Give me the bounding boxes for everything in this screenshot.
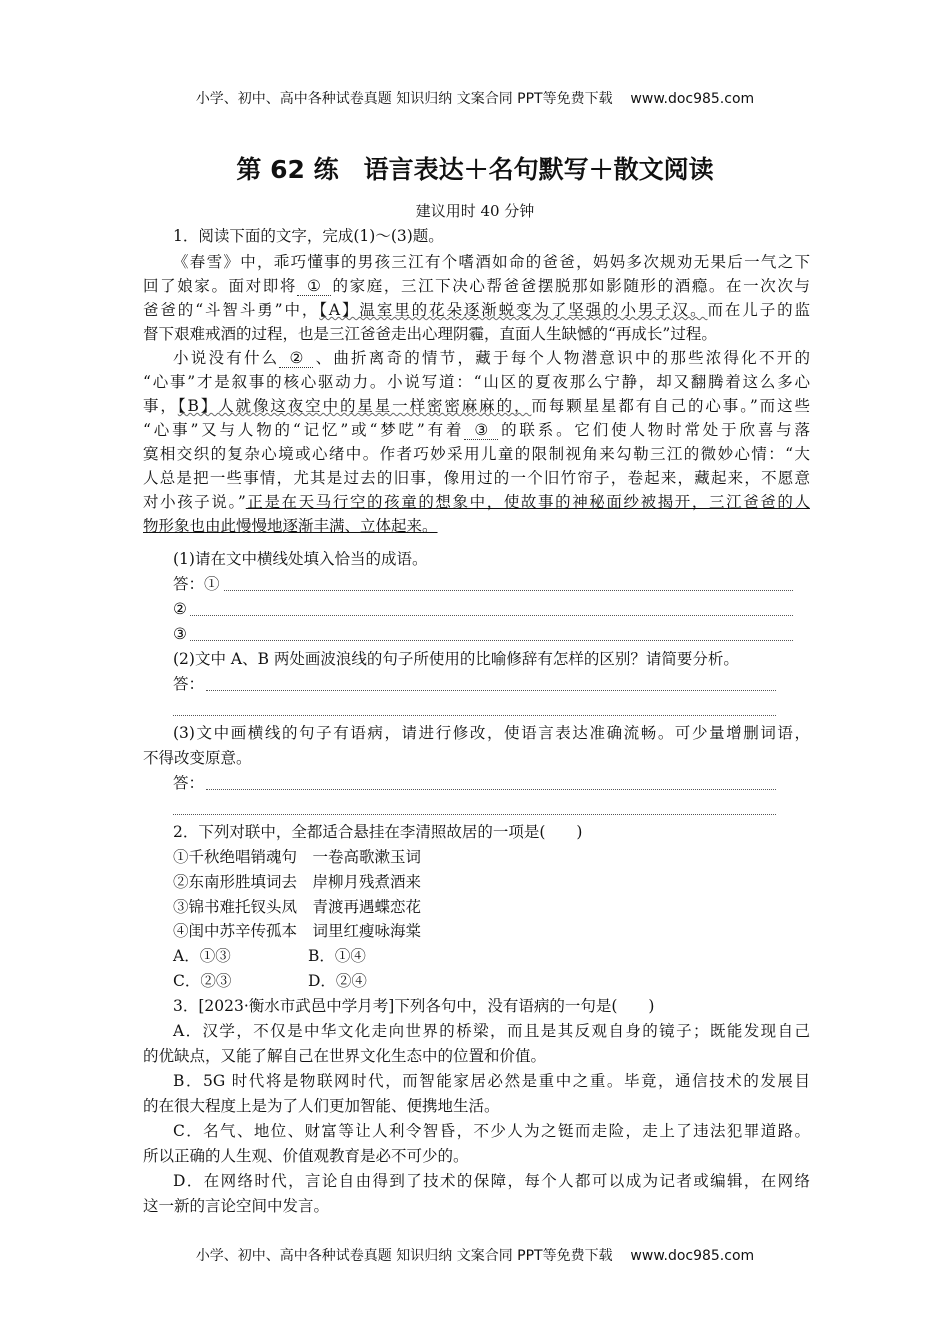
q3-option-a[interactable]: A．汉学，不仅是中华文化走向世界的桥梁，而且是其反观自身的镜子；既能发现自己 [173,1022,810,1040]
passage-line [143,275,810,297]
answer-line-1[interactable] [224,590,793,591]
passage-line: 督下艰难戒酒的过程，也是三江爸爸走出心理阴霾，直面人生缺憾的“再成长”过程。 [143,325,717,343]
page-header [0,88,950,108]
answer-label: ③ [173,625,187,643]
passage-line [143,419,810,441]
q2-choices-row [143,970,810,992]
answer-line-3[interactable] [190,640,793,641]
sub-question-1: (1)请在文中横线处填入恰当的成语。 [173,550,428,568]
header-site-link[interactable]: www.doc985.com [630,91,755,107]
q3-option-d[interactable]: D．在网络时代，言论自由得到了技术的保障，每个人都可以成为记者或编辑，在网络 [173,1172,810,1190]
q3-option-d-cont: 这一新的言论空间中发言。 [143,1197,330,1215]
q3-option-c-cont: 所以正确的人生观、价值观教育是必不可少的。 [143,1147,469,1165]
answer-line[interactable] [206,789,776,790]
couplet-item: ③锦书难托钗头凤 青渡再遇蝶恋花 [173,898,422,916]
underlined-sentence: 正是在天马行空的孩童的想象中，使故事的神秘面纱被揭开，三江爸爸的人 [245,493,810,511]
text: 、曲折离奇的情节，藏于每个人物潜意识中的那些浓得化不开的 [313,349,810,367]
q3-option-a-cont: 的优缺点，又能了解自己在世界文化生态中的位置和价值。 [143,1047,547,1065]
text: 爸爸的“斗智斗勇”中， [143,301,320,319]
passage-line [143,515,810,537]
text: 事， [143,397,178,415]
answer-line[interactable] [173,814,776,815]
sub-question-3: (3)文中画横线的句子有语病，请进行修改，使语言表达准确流畅。可少量增删词语， [173,724,810,742]
sub-question-2: (2)文中 A、B 两处画波浪线的句子所使用的比喻修辞有怎样的区别？请简要分析。 [173,650,739,668]
text: 回了娘家。面对即将 [143,277,297,295]
passage-line [143,491,810,513]
wavy-sentence-b: 【B】人就像这夜空中的星星一样密密麻麻的， [177,397,532,415]
passage-line [143,299,810,321]
header-text: 小学、初中、高中各种试卷真题 知识归纳 文案合同 PPT等免费下载 [195,91,613,107]
answer-label: 答： [173,675,205,693]
answer-label: 答： [173,774,205,792]
q1-stem: 1．阅读下面的文字，完成(1)～(3)题。 [173,227,444,245]
underlined-sentence: 物形象也由此慢慢地逐渐丰满、立体起来。 [143,517,438,535]
text: “心事”又与人物的“记忆”或“梦呓”有着 [143,421,465,439]
suggested-time: 建议用时 40 分钟 [415,202,535,220]
blank-3: ③ [464,421,498,440]
q3-option-b[interactable]: B．5G 时代将是物联网时代，而智能家居必然是重中之重。毕竟，通信技术的发展目 [173,1072,810,1090]
choice-b[interactable]: B．①④ [308,947,366,965]
sub-question-3-cont: 不得改变原意。 [143,749,252,767]
wavy-sentence-a: 【A】温室里的花朵逐渐蜕变为了坚强的小男子汉。 [319,301,708,319]
text: 的联系。它们使人物时常处于欣喜与落 [498,421,810,439]
passage-line: 寞相交织的复杂心境或心绪中。作者巧妙采用儿童的限制视角来勾勒三江的微妙心情：“大 [143,445,810,463]
passage-line: 《春雪》中，乖巧懂事的男孩三江有个嗜酒如命的爸爸，妈妈多次规劝无果后一气之下 [173,253,810,271]
q3-stem: 3．[2023·衡水市武邑中学月考]下列各句中，没有语病的一句是( ) [173,997,655,1015]
footer-text: 小学、初中、高中各种试卷真题 知识归纳 文案合同 PPT等免费下载 [195,1248,613,1264]
text: 对小孩子说。” [143,493,246,511]
passage-line: “心事”才是叙事的核心驱动力。小说写道：“山区的夏夜那么宁静，却又翻腾着这么多心 [143,373,810,391]
q3-option-b-cont: 的在很大程度上是为了人们更加智能、便携地生活。 [143,1097,500,1115]
page-title: 第 62 练 语言表达＋名句默写＋散文阅读 [236,155,714,184]
couplet-item: ①千秋绝唱销魂句 一卷高歌漱玉词 [173,848,422,866]
choice-d[interactable]: D．②④ [308,972,367,990]
couplet-item: ②东南形胜填词去 岸柳月残煮酒来 [173,873,422,891]
text: 而在儿子的监 [707,301,810,319]
passage-line [143,395,810,417]
answer-label: ② [173,600,187,618]
passage-line: 人总是把一些事情，尤其是过去的旧事，像用过的一个旧竹帘子，卷起来，藏起来，不愿意 [143,469,810,487]
page-footer [0,1245,950,1265]
text: 而每颗星星都有自己的心事。”而这些 [531,397,810,415]
passage-line [143,347,810,369]
text: 的家庭，三江下决心帮爸爸摆脱那如影随形的酒瘾。在一次次与 [330,277,810,295]
q3-option-c[interactable]: C．名气、地位、财富等让人利令智昏，不少人为之铤而走险，走上了违法犯罪道路。 [173,1122,810,1140]
footer-site-link[interactable]: www.doc985.com [630,1248,755,1264]
text: 小说没有什么 [173,349,280,367]
blank-2: ② [279,349,313,368]
choice-c[interactable]: C．②③ [173,972,232,990]
blank-1: ① [297,277,331,296]
q2-stem: 2．下列对联中，全都适合悬挂在李清照故居的一项是( ) [173,823,583,841]
answer-line[interactable] [206,690,776,691]
couplet-item: ④闺中苏辛传孤本 词里红瘦咏海棠 [173,922,422,940]
answer-line-2[interactable] [190,615,793,616]
answer-label: 答：① [173,575,220,593]
choice-a[interactable]: A．①③ [173,947,231,965]
q2-choices-row [143,945,810,967]
answer-line[interactable] [173,715,776,716]
